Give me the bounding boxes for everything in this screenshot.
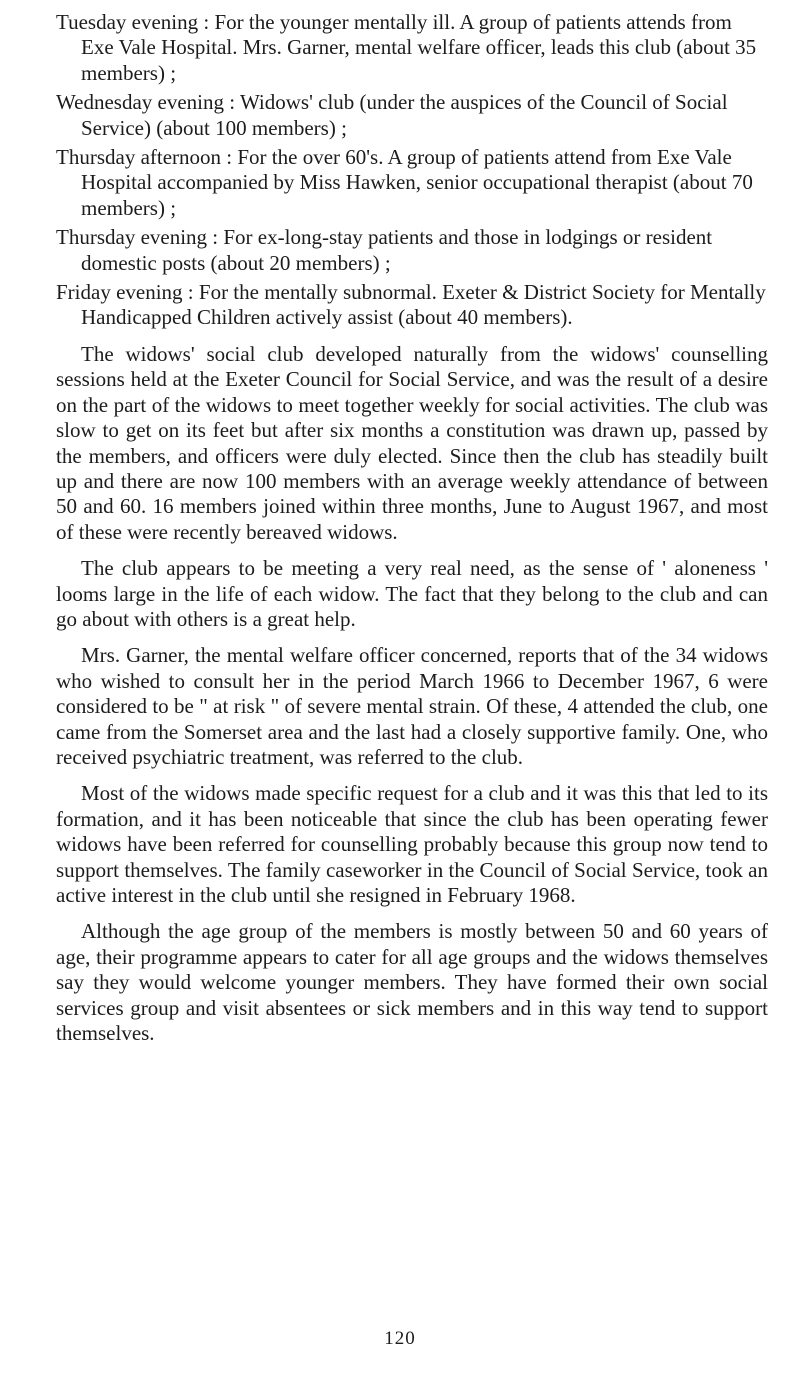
schedule-entry-friday: Friday evening : For the mentally subnormal. Exeter & District Society for Mentally Handicapped Children actively assist (about 40 members). bbox=[56, 280, 766, 330]
paragraph-mrs-garner-report: Mrs. Garner, the mental welfare officer concerned, reports that of the 34 widows who wished to consult her in the period March 1966 to December 1967, 6 were considered to be " at risk " of severe mental strain. Of these, 4 attended the club, one came from the Somerset area and the last had a closely supportive family. One, who received psychiatric treatment, was referred to the club. bbox=[56, 643, 768, 769]
document-page bbox=[56, 10, 768, 1046]
club-schedule bbox=[56, 10, 768, 331]
paragraph-age-group: Although the age group of the members is mostly between 50 and 60 years of age, their programme appears to cater for all age groups and the widows themselves say they would welcome younger members. They have formed their own social services group and visit absentees or sick members and in this way tend to support themselves. bbox=[56, 919, 768, 1046]
page-number: 120 bbox=[384, 1328, 416, 1349]
schedule-entry-wednesday: Wednesday evening : Widows' club (under the auspices of the Council of Social Service) (about 100 members) ; bbox=[56, 90, 728, 140]
paragraph-aloneness: The club appears to be meeting a very real need, as the sense of ' aloneness ' looms large in the life of each widow. The fact that they belong to the club and can go about with others is a great help. bbox=[56, 556, 768, 631]
schedule-entry-tuesday: Tuesday evening : For the younger mentally ill. A group of patients attends from Exe Vale Hospital. Mrs. Garner, mental welfare officer, leads this club (about 35 members) ; bbox=[56, 10, 757, 85]
schedule-entry-thursday-evening: Thursday evening : For ex-long-stay patients and those in lodgings or resident domestic posts (about 20 members) ; bbox=[56, 225, 713, 275]
schedule-entry-thursday-afternoon: Thursday afternoon : For the over 60's. A group of patients attend from Exe Vale Hospital accompanied by Miss Hawken, senior occupational therapist (about 70 members) ; bbox=[56, 145, 753, 220]
paragraph-widows-club-origin: The widows' social club developed naturally from the widows' counselling sessions held at the Exeter Council for Social Service, and was the result of a desire on the part of the widows to meet together weekly for social activities. The club was slow to get on its feet but after six months a constitution was drawn up, passed by the members, and officers were duly elected. Since then the club has steadily built up and there are now 100 members with an average weekly attendance of between 50 and 60. 16 members joined within three months, June to August 1967, and most of these were recently bereaved widows. bbox=[56, 341, 768, 544]
body-text bbox=[56, 342, 768, 1047]
paragraph-formation: Most of the widows made specific request for a club and it was this that led to its formation, and it has been noticeable that since the club has been operating fewer widows have been referred for counselling probably because this group now tend to support themselves. The family caseworker in the Council of Social Service, took an active interest in the club until she resigned in February 1968. bbox=[56, 781, 768, 907]
